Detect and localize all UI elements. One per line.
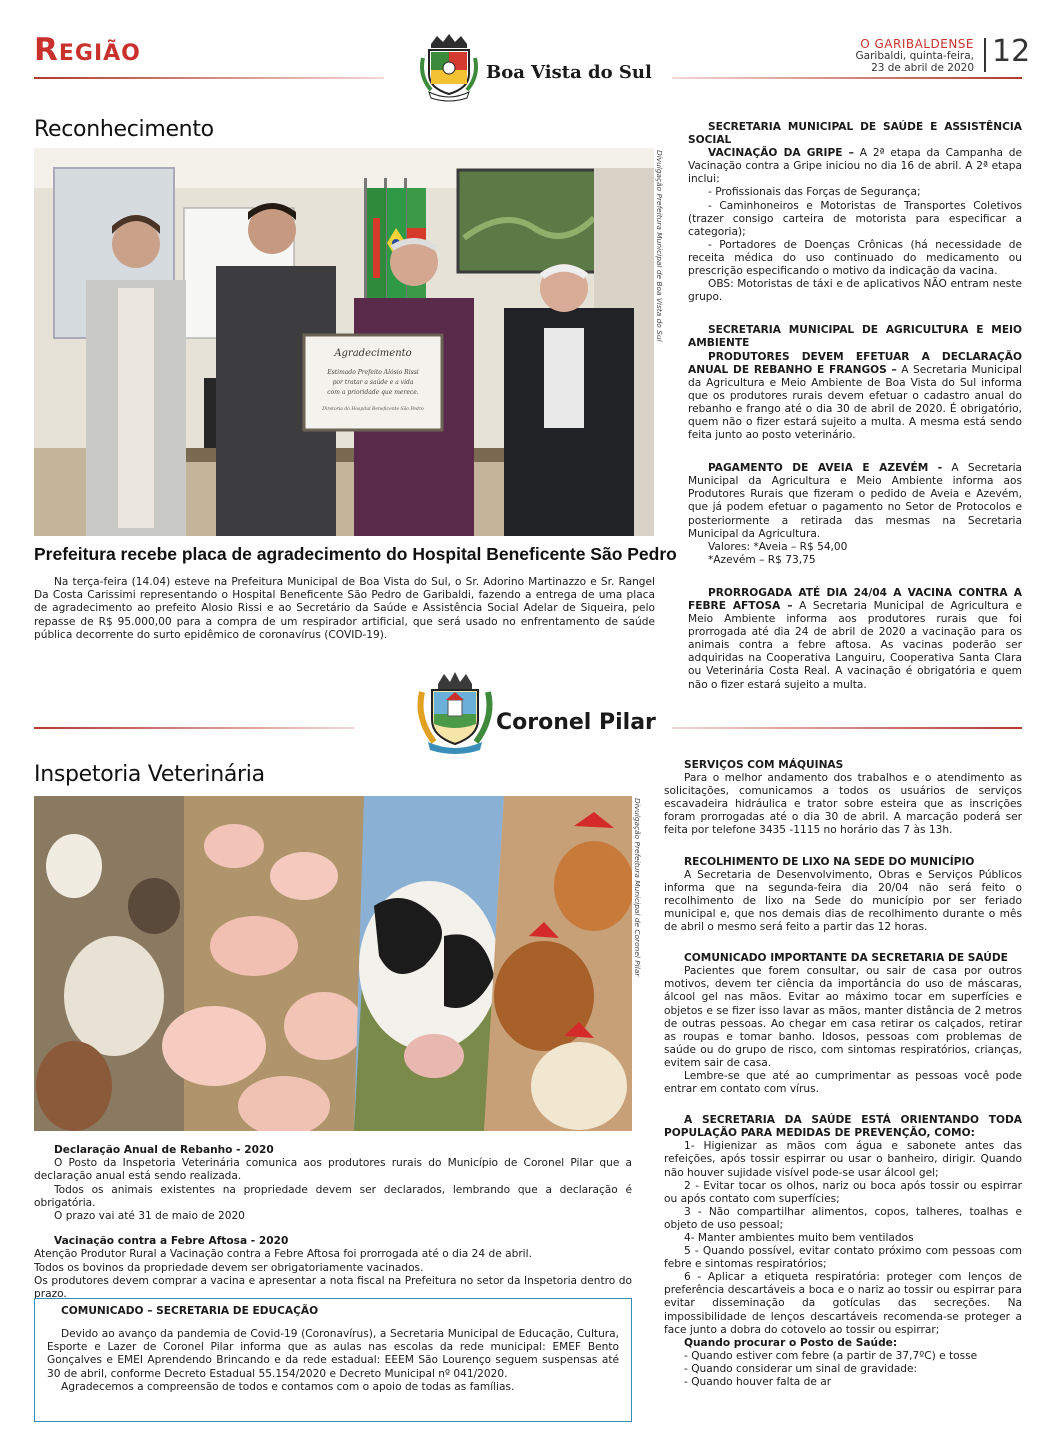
educacao-notice-box bbox=[34, 1298, 632, 1422]
educacao-notice-title: COMUNICADO – SECRETARIA DE EDUCAÇÃO bbox=[61, 1305, 319, 1317]
agri-section-title: SECRETARIA MUNICIPAL DE AGRICULTURA E MEIO AMBIENTE bbox=[688, 324, 1022, 350]
aftosa-title: PRORROGADA ATÉ DIA 24/04 A VACINA CONTRA A FEBRE AFTOSA – bbox=[688, 586, 1022, 612]
coronel-pilar-crest-icon bbox=[416, 670, 494, 754]
prevencao-item-2: 2 - Evitar tocar os olhos, nariz ou boca após tossir ou espirrar ou após contato com superfícies; bbox=[664, 1179, 1022, 1205]
gripe-text: A 2ª etapa da Campanha de Vacinação contra a Gripe iniciou no dia 16 de abril. A 2ª etapa inclui: bbox=[688, 147, 1022, 186]
posto-item-1: - Quando estiver com febre (a partir de 37,7ºC) e tosse bbox=[684, 1349, 978, 1362]
reconhecimento-paragraph: Na terça-feira (14.04) esteve na Prefeitura Municipal de Boa Vista do Sul, o Sr. Adorino Martinazzo e Sr. Rangel Da Costa Carissimi representando o Hospital Beneficente São Pedro de Garibaldi, fazendo a entrega de uma placa de agradecimento ao prefeito Alosio Rissi e ao Secretário da Saúde e Assistência Social Adelar de Siqueira, pelo repasse de R$ 95.000,00 para a compra de um respirador artificial, que será usado no enfrentamento de saúde pública decorrente do surto epidêmico de coronavírus (COVID-19). bbox=[34, 576, 655, 641]
maquinas-title: SERVIÇOS COM MÁQUINAS bbox=[684, 759, 844, 771]
gripe-obs: OBS: Motoristas de táxi e de aplicativos NÃO entram neste grupo. bbox=[688, 278, 1022, 304]
aveia-value-1: Valores: *Aveia – R$ 54,00 bbox=[708, 540, 848, 553]
plaque-line-2: por tratar a saúde e a vida bbox=[332, 379, 414, 386]
coronel-rule-right bbox=[672, 727, 1022, 729]
plaque-line-3: com a prioridade que merece. bbox=[327, 389, 419, 396]
prevencao-item-3: 3 - Não compartilhar alimentos, copos, talheres, toalhas e objeto de uso pessoal; bbox=[664, 1205, 1022, 1231]
paper-city-date: Garibaldi, quinta-feira, bbox=[855, 50, 974, 62]
vacinacao-paragraph-1: Atenção Produtor Rural a Vacinação contra a Febre Aftosa foi prorrogada até o dia 24 de abril. bbox=[34, 1248, 532, 1261]
posto-title: Quando procurar o Posto de Saúde: bbox=[684, 1336, 898, 1349]
aveia-value-2: *Azevém – R$ 73,75 bbox=[708, 553, 816, 566]
boavista-right-column bbox=[688, 121, 1022, 705]
gripe-item-1: - Profissionais das Forças de Segurança; bbox=[708, 186, 921, 199]
section-title: Região bbox=[34, 32, 141, 68]
declaracao-paragraph-2: Todos os animais existentes na propriedade devem ser declarados, lembrando que a declaração é obrigatória. bbox=[34, 1183, 632, 1209]
lixo-title: RECOLHIMENTO DE LIXO NA SEDE DO MUNICÍPIO bbox=[684, 855, 975, 868]
aveia-paragraph bbox=[688, 462, 1022, 541]
declaracao-paragraph-1: O Posto da Inspetoria Veterinária comunica aos produtores rurais do Município de Coronel Pilar que a declaração anual está sendo realizada. bbox=[34, 1157, 632, 1183]
educacao-notice-paragraph-1: Devido ao avanço da pandemia de Covid-19 (Coronavírus), a Secretaria Municipal de Educação, Cultura, Esporte e Lazer de Coronel Pilar informa que as aulas nas escolas da rede municipal: EMEF Bento Gonçalves e EMEI Aprendendo Brincando e da rede estadual: EEEM São Lourenço seguem suspensas até 30 de abril, conforme Decreto Estadual 55.154/2020 e Decreto Municipal nº 041/2020. bbox=[47, 1328, 619, 1380]
prevencao-title: A SECRETARIA DA SAÚDE ESTÁ ORIENTANDO TODA POPULAÇÃO PARA MEDIDAS DE PREVENÇÃO, COMO: bbox=[664, 1114, 1022, 1140]
reconhecimento-photo bbox=[34, 148, 654, 536]
comunicado-saude-text: Pacientes que forem consultar, ou sair de casa por outros motivos, devem ter ciência da importância do uso de máscaras, álcool gel nas mãos. Evitar ao máximo tocar em superfícies e objetos e se fizer isso lavar as mãos, manter distância de 2 metros de outras pessoas. Ao chegar em casa retirar os calçados, retirar as roupas e tomar banho. Idosos, pessoas com problemas de saúde ou do grupo de risco, com sintomas respiratórios, crianças, evitem sair de casa. bbox=[664, 965, 1022, 1069]
rebanho-title: PRODUTORES DEVEM EFETUAR A DECLARAÇÃO ANUAL DE REBANHO E FRANGOS – bbox=[688, 350, 1022, 376]
prevencao-item-6: 6 - Aplicar a etiqueta respiratória: proteger com lenços de preferência descartáveis a boca e o nariz ao tossir ou espirrar para evitar disseminação da gotículas das secreções. Na impossibilidade de lenços descartáveis recomenda-se proteger a face junto a dobra do cotovelo ao tossir ou espirrar; bbox=[664, 1271, 1022, 1336]
header-rule-right bbox=[672, 77, 1022, 79]
aftosa-paragraph bbox=[688, 587, 1022, 692]
aveia-title: PAGAMENTO DE AVEIA E AZEVÉM - bbox=[708, 462, 943, 475]
declaracao-title: Declaração Anual de Rebanho - 2020 bbox=[54, 1144, 274, 1156]
header-rule-left bbox=[34, 77, 384, 79]
coronel-right-column bbox=[664, 759, 1022, 1402]
reconhecimento-body bbox=[34, 576, 655, 642]
gripe-title: VACINAÇÃO DA GRIPE – bbox=[708, 147, 854, 160]
prevencao-item-4: 4- Manter ambientes muito bem ventilados bbox=[684, 1232, 914, 1244]
paper-name: O GARIBALDENSE bbox=[860, 37, 974, 51]
gripe-paragraph bbox=[688, 147, 1022, 186]
page-number: 12 bbox=[992, 34, 1031, 69]
reconhecimento-subhead: Prefeitura recebe placa de agradecimento do Hospital Beneficente São Pedro bbox=[34, 544, 677, 564]
lixo-text: A Secretaria de Desenvolvimento, Obras e Serviços Públicos informa que na segunda-feira dia 20/04 não será feito o recolhimento de lixo na Sede do município por ser feriado municipal e, que nos demais dias de recolhimento durante o mês de abril o mesmo será feito a partir das 12 horas. bbox=[664, 868, 1022, 934]
gripe-item-3: - Portadores de Doenças Crônicas (há necessidade de receita médica do uso continuado do medicamento ou prescrição especificando o motivo da indicação da vacina. bbox=[688, 238, 1022, 278]
animals-photo-credit: Divulgação Prefeitura Municipal de Coronel Pilar bbox=[633, 798, 642, 977]
animals-photo bbox=[34, 796, 632, 1131]
coronel-rule-left bbox=[34, 727, 354, 729]
aveia-text: A Secretaria Municipal da Agricultura e Meio Ambiente informa aos Produtores Rurais que fizeram o pedido de Aveia e Azevém, que já podem efetuar o pagamento no Setor de Protocolos e posteriormente a retirada das mesmas na Secretaria Municipal da Agricultura. bbox=[688, 462, 1023, 540]
vacinacao-title: Vacinação contra a Febre Aftosa - 2020 bbox=[54, 1235, 289, 1248]
boa-vista-name: Boa Vista do Sul bbox=[486, 62, 652, 83]
boa-vista-crest-icon bbox=[417, 32, 481, 102]
reconhecimento-headline: Reconhecimento bbox=[34, 117, 214, 142]
inspetoria-body bbox=[34, 1144, 632, 1301]
saude-section-title: SECRETARIA MUNICIPAL DE SAÚDE E ASSISTÊNCIA SOCIAL bbox=[688, 121, 1022, 147]
rebanho-text: A Secretaria Municipal da Agricultura e Meio Ambiente de Boa Vista do Sul informa que os produtores rurais devem efetuar o cadastro anual do rebanho e frango até o dia 30 de abril de 2020. É obrigatório, quem não o fizer estará sujeito a multa. A mesma está sendo feita junto ao posto veterinário. bbox=[688, 363, 1022, 442]
inspetoria-headline: Inspetoria Veterinária bbox=[34, 762, 265, 787]
prevencao-item-5: 5 - Quando possível, evitar contato próximo com pessoas com febre e sintomas respiratórios; bbox=[664, 1245, 1022, 1271]
coronel-pilar-name: Coronel Pilar bbox=[496, 710, 656, 735]
vacinacao-paragraph-2: Todos os bovinos da propriedade devem ser obrigatoriamente vacinados. bbox=[34, 1261, 424, 1274]
posto-item-2: - Quando considerar um sinal de gravidade: bbox=[684, 1362, 918, 1375]
maquinas-text: Para o melhor andamento dos trabalhos e o atendimento as solicitações, comunicamos a todos os usuários de serviços escavadeira hidráulica e trator sobre esteira que as inscrições foram prorrogadas até o dia 30 de abril. A marcação poderá ser feita por telefone 3435 -1115 no horário das 7 às 13h. bbox=[664, 772, 1022, 837]
plaque-line-4: Diretoria do Hospital Beneficente São Pedro bbox=[322, 407, 424, 412]
comunicado-saude-text-2: Lembre-se que até ao cumprimentar as pessoas você pode entrar em contato com vírus. bbox=[664, 1069, 1022, 1096]
paper-info bbox=[856, 38, 974, 74]
plaque-title: Agradecimento bbox=[334, 348, 412, 359]
prevencao-item-1: 1- Higienizar as mãos com água e sabonete antes das refeições, após tossir espirrar ou usar o banheiro, dirigir. Quando não houver sujidade visível pode-se usar álcool gel; bbox=[664, 1140, 1022, 1179]
gripe-item-2: - Caminhoneiros e Motoristas de Transportes Coletivos (trazer consigo carteira de motorista para especificar a categoria); bbox=[688, 199, 1022, 238]
rebanho-paragraph bbox=[688, 351, 1022, 443]
educacao-notice-paragraph-2: Agradecemos a compreensão de todos e contamos com o apoio de todas as famílias. bbox=[61, 1380, 515, 1393]
posto-item-3: - Quando houver falta de ar bbox=[684, 1376, 832, 1389]
declaracao-paragraph-3: O prazo vai até 31 de maio de 2020 bbox=[54, 1210, 245, 1223]
aftosa-text: A Secretaria Municipal de Agricultura e Meio Ambiente informa aos produtores rurais que foi prorrogada até dia 24 de abril de 2020 a vacinação para os animais contra a febre aftosa. As vacinas poderão ser adquiridas na Cooperativa Languiru, Cooperativa Santa Clara ou Veterinária Costa Real. A vacinação é obrigatória e quem não o fizer estará sujeito a multa. bbox=[688, 600, 1022, 691]
plaque-line-1: Estimado Prefeito Alósio Rissi bbox=[327, 369, 419, 376]
page-number-divider bbox=[984, 38, 986, 72]
reconhecimento-photo-credit: Divulgação Prefeitura Municipal de Boa Vista do Sul bbox=[655, 150, 664, 342]
vacinacao-paragraph-3: Os produtores devem comprar a vacina e apresentar a nota fiscal na Prefeitura no setor da Inspetoria dentro do prazo. bbox=[34, 1274, 632, 1301]
comunicado-saude-title: COMUNICADO IMPORTANTE DA SECRETARIA DE SAÚDE bbox=[684, 952, 1008, 965]
paper-date: 23 de abril de 2020 bbox=[871, 62, 974, 74]
